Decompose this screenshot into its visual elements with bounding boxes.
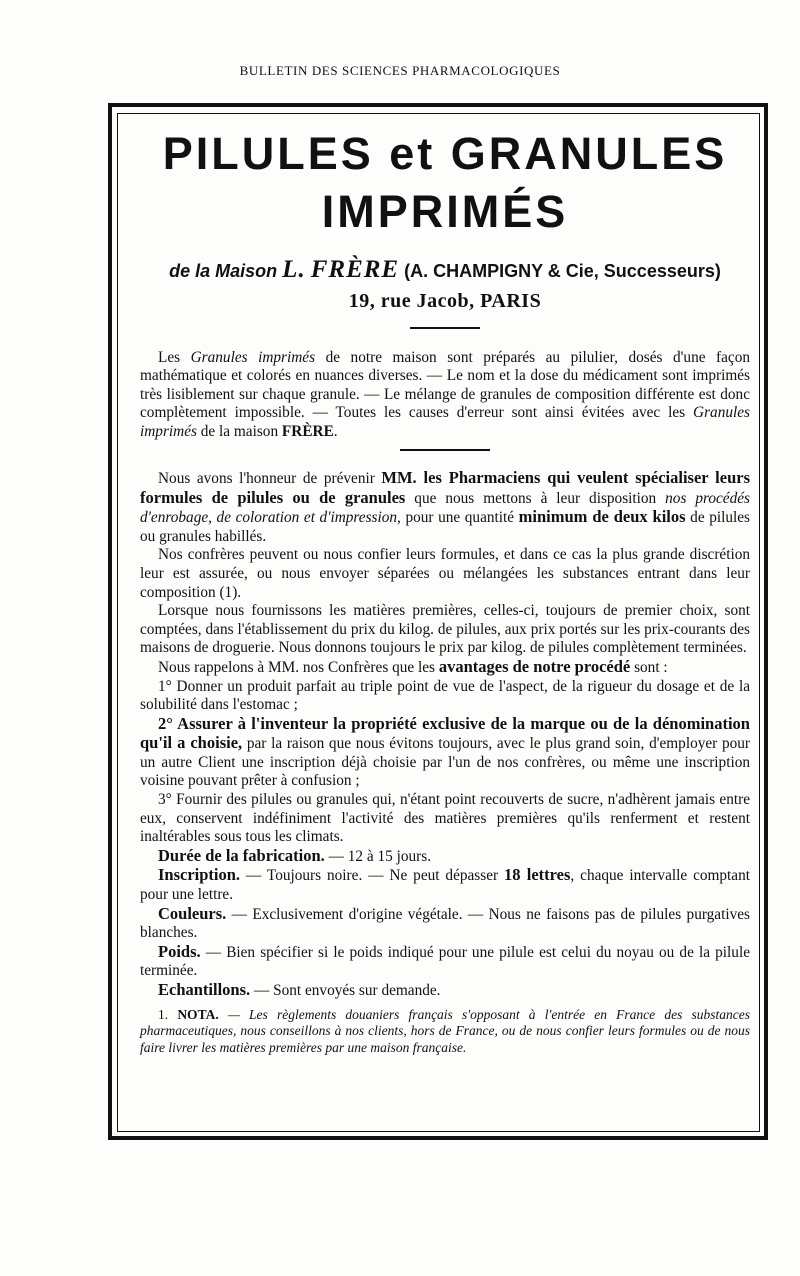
divider [400, 449, 490, 451]
maison-successors: (A. CHAMPIGNY & Cie, Successeurs) [404, 261, 721, 281]
couleurs-line: Couleurs. — Exclusivement d'origine végétale. — Nous ne faisons pas de pilules purgatives blanches. [140, 903, 750, 942]
title-line-2: IMPRIMÉS [321, 186, 569, 237]
divider [410, 327, 480, 329]
title-line-1: PILULES et GRANULES [162, 128, 728, 179]
echantillons-line: Echantillons. — Sont envoyés sur demande. [158, 980, 441, 999]
poids-line: Poids. — Bien spécifier si le poids indiqué pour une pilule est celui du noyau ou de la pilule terminée. [140, 941, 750, 980]
paragraph-matieres: Lorsque nous fournissons les matières premières, celles-ci, toujours de premier choix, sont comptées, dans l'établissement du prix du kilog. de pilules, aux prix portés sur les prix-courants des maisons de droguerie. Nous donnons toujours le prix par kilog. de pilules complètement terminées. [140, 602, 750, 657]
footnote-nota: 1. NOTA. — Les règlements douaniers français s'opposant à l'entrée en France des substances pharmaceutiques, nous conseillons à nos clients, hors de France, ou de nous confier leurs formules ou de nous faire livrer les matières premières par une maison française. [140, 1006, 751, 1055]
maison-name: FRÈRE [310, 256, 400, 283]
maison-initial: L. [282, 256, 306, 283]
address: 19, rue Jacob, PARIS [348, 290, 542, 312]
intro-paragraph: Les Granules imprimés de notre maison sont préparés au pilulier, dosés d'une façon mathématique et colorés en nuances diverses. — Le nom et la dose du médicament sont imprimés très lisiblement sur chaque granule. — Le mélange de granules de composition différente est donc complètement impossible. — Toutes les causes d'erreur sont ainsi évitées avec les Granules imprimés de la maison FRÈRE. [140, 348, 751, 440]
maison-line [140, 256, 750, 284]
paragraph-formules: Nos confrères peuvent ou nous confier leurs formules, et dans ce cas la plus grande discrétion leur est assurée, ou nous envoyer séparées ou mélangées les substances entrant dans leur composition (1). [140, 546, 750, 601]
advantage-1: 1° Donner un produit parfait au triple point de vue de l'aspect, de la rigueur du dosage et de la solubilité dans l'estomac ; [140, 677, 750, 714]
paragraph-announcement: Nous avons l'honneur de prévenir MM. les Pharmaciens qui veulent spécialiser leurs formules de pilules ou de granules que nous mettons à leur disposition nos procédés d'enrobage, de coloration et d'impression, pour une quantité minimum de deux kilos de pilules ou granules habillés. [140, 467, 750, 545]
duree-line: Durée de la fabrication. — 12 à 15 jours. [158, 845, 432, 865]
advertisement-content [140, 120, 750, 1056]
maison-prefix: de la Maison [169, 261, 278, 281]
advantage-2: 2° Assurer à l'inventeur la propriété exclusive de la marque ou de la dénomination qu'il a choisie, par la raison que nous évitons toujours, avec le plus grand soin, d'employer pour un autre Client une inscription déjà choisie par l'un de nos confrères, ou même une inscription voisine pouvant prêter à confusion ; [140, 713, 750, 790]
inscription-line: Inscription. — Toujours noire. — Ne peut dépasser 18 lettres, chaque intervalle comptant pour une lettre. [140, 865, 750, 904]
paragraph-avantages: Nous rappelons à MM. nos Confrères que les avantages de notre procédé sont : [158, 656, 668, 676]
advantage-3: 3° Fournir des pilules ou granules qui, n'étant point recouverts de sucre, n'adhèrent jamais entre eux, conservent indéfiniment l'activité des matières premières qu'ils renferment et restent inaltérables sous tous les climats. [140, 791, 750, 846]
running-head: BULLETIN DES SCIENCES PHARMACOLOGIQUES [239, 63, 561, 78]
